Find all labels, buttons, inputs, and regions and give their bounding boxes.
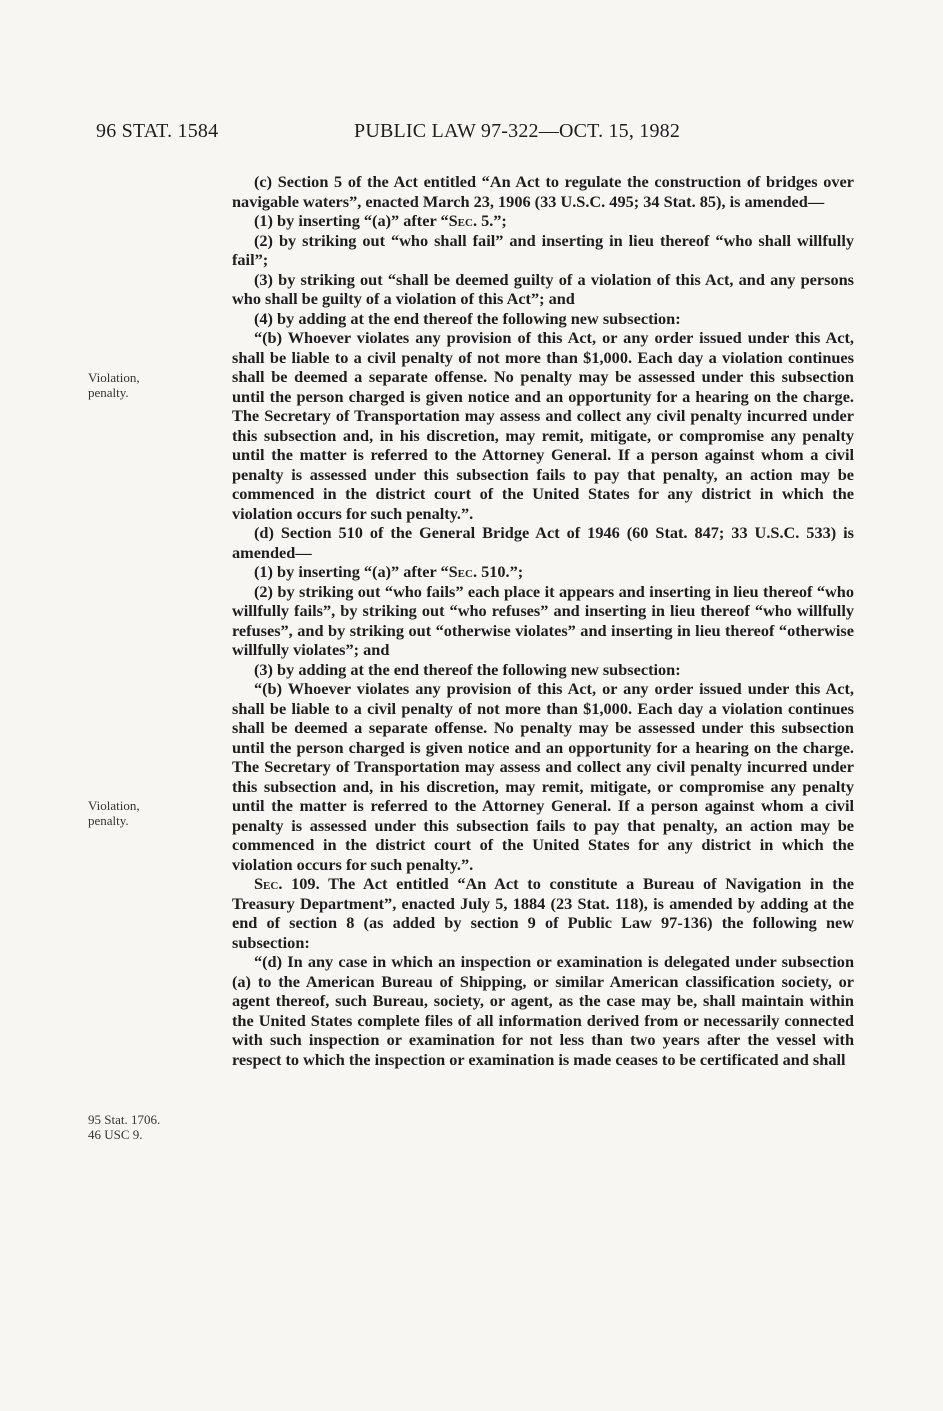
paragraph-d: (d) Section 510 of the General Bridge Act of 1946 (60 Stat. 847; 33 U.S.C. 533) is amended— (232, 523, 854, 562)
paragraph-c-3: (3) by striking out “shall be deemed guilty of a violation of this Act, and any persons who shall be guilty of a violation of this Act”; and (232, 269, 854, 308)
paragraph-c: (c) Section 5 of the Act entitled “An Act to regulate the construction of bridges over navigable waters”, enacted March 23, 1906 (33 U.S.C. 495; 34 Stat. 85), is amended— (232, 172, 854, 211)
text-run: . 109. The Act entitled “An Act to constitute a Bureau of Navigation in the Treasury Department”, enacted July 5, 1884 (23 Stat. 118), is amended by adding at the end of section 8 (as added by section 9 of Public Law 97-136) the following new subsection: (232, 874, 854, 952)
margin-note-statute-refs (88, 1112, 218, 1142)
paragraph-c-4: (4) by adding at the end thereof the following new subsection: (254, 308, 681, 328)
law-title: PUBLIC LAW 97-322—OCT. 15, 1982 (354, 120, 681, 142)
text-run: (1) by inserting “(a)” after “ (254, 211, 449, 230)
margin-note-line: Violation, (88, 370, 140, 385)
stat-reference: 96 STAT. 1584 (96, 120, 219, 142)
paragraph-d-3: (3) by adding at the end thereof the following new subsection: (254, 659, 681, 679)
paragraph-c-2: (2) by striking out “who shall fail” and inserting in lieu thereof “who shall willfully fail”; (232, 230, 854, 269)
paragraph-c-b-text: “(b) Whoever violates any provision of this Act, or any order issued under this Act, shall be liable to a civil penalty of not more than $1,000. Each day a violation continues shall be deemed a separate offense. No penalty may be assessed under this subsection until the person charged is given notice and an opportunity for a hearing on the charge. The Secretary of Transportation may assess and collect any civil penalty incurred under this subsection and, in his discretion, may remit, mitigate, or compromise any penalty until the matter is referred to the Attorney General. If a person against whom a civil penalty is assessed under this subsection fails to pay that penalty, an action may be commenced in the district court of the United States for any district in which the violation occurs for such penalty.”. (232, 328, 854, 523)
margin-note-line: 95 Stat. 1706. (88, 1112, 161, 1127)
margin-note-line: 46 USC 9. (88, 1127, 143, 1142)
text-run: . 5.”; (472, 211, 507, 230)
text-run: (1) by inserting “(a)” after “ (254, 562, 449, 581)
text-run: . 510.”; (472, 562, 524, 581)
paragraph-d-2: (2) by striking out “who fails” each place it appears and inserting in lieu thereof “who willfully fails”, by striking out “who refuses” and inserting in lieu thereof “who willfully refuses”, and by striking out “otherwise violates” and inserting in lieu thereof “otherwise willfully violates”; and (232, 581, 854, 659)
paragraph-d-1 (232, 562, 854, 582)
body-text (232, 172, 854, 1069)
paragraph-c-1 (232, 211, 854, 231)
paragraph-section-109-d: “(d) In any case in which an inspection or examination is delegated under subsection (a) to the American Bureau of Shipping, or similar American classification society, or agent thereof, such Bureau, society, or agent, as the case may be, shall maintain within the United States complete files of all information derived from or necessarily connected with such inspection or examination for not less than two years after the vessel with respect to which the inspection or examination is made ceases to be certificated and shall (232, 952, 854, 1069)
margin-note-violation-penalty-1 (88, 370, 218, 400)
margin-note-line: penalty. (88, 813, 129, 828)
section-109 (232, 874, 854, 952)
margin-note-line: penalty. (88, 385, 129, 400)
section-abbrev: Sec (448, 211, 473, 230)
page-header (96, 120, 846, 150)
margin-note-line: Violation, (88, 798, 140, 813)
paragraph-d-b-text: “(b) Whoever violates any provision of this Act, or any order issued under this Act, shall be liable to a civil penalty of not more than $1,000. Each day a violation continues shall be deemed a separate offense. No penalty may be assessed under this subsection until the person charged is given notice and an opportunity for a hearing on the charge. The Secretary of Transportation may assess and collect any civil penalty incurred under this subsection and, in his discretion, may remit, mitigate, or compromise any penalty until the matter is referred to the Attorney General. If a person against whom a civil penalty is assessed under this subsection fails to pay that penalty, an action may be commenced in the district court of the United States for any district in which the violation occurs for such penalty.”. (232, 679, 854, 874)
section-abbrev: Sec (448, 562, 473, 581)
section-abbrev: Sec (254, 874, 279, 893)
margin-note-violation-penalty-2 (88, 798, 218, 828)
